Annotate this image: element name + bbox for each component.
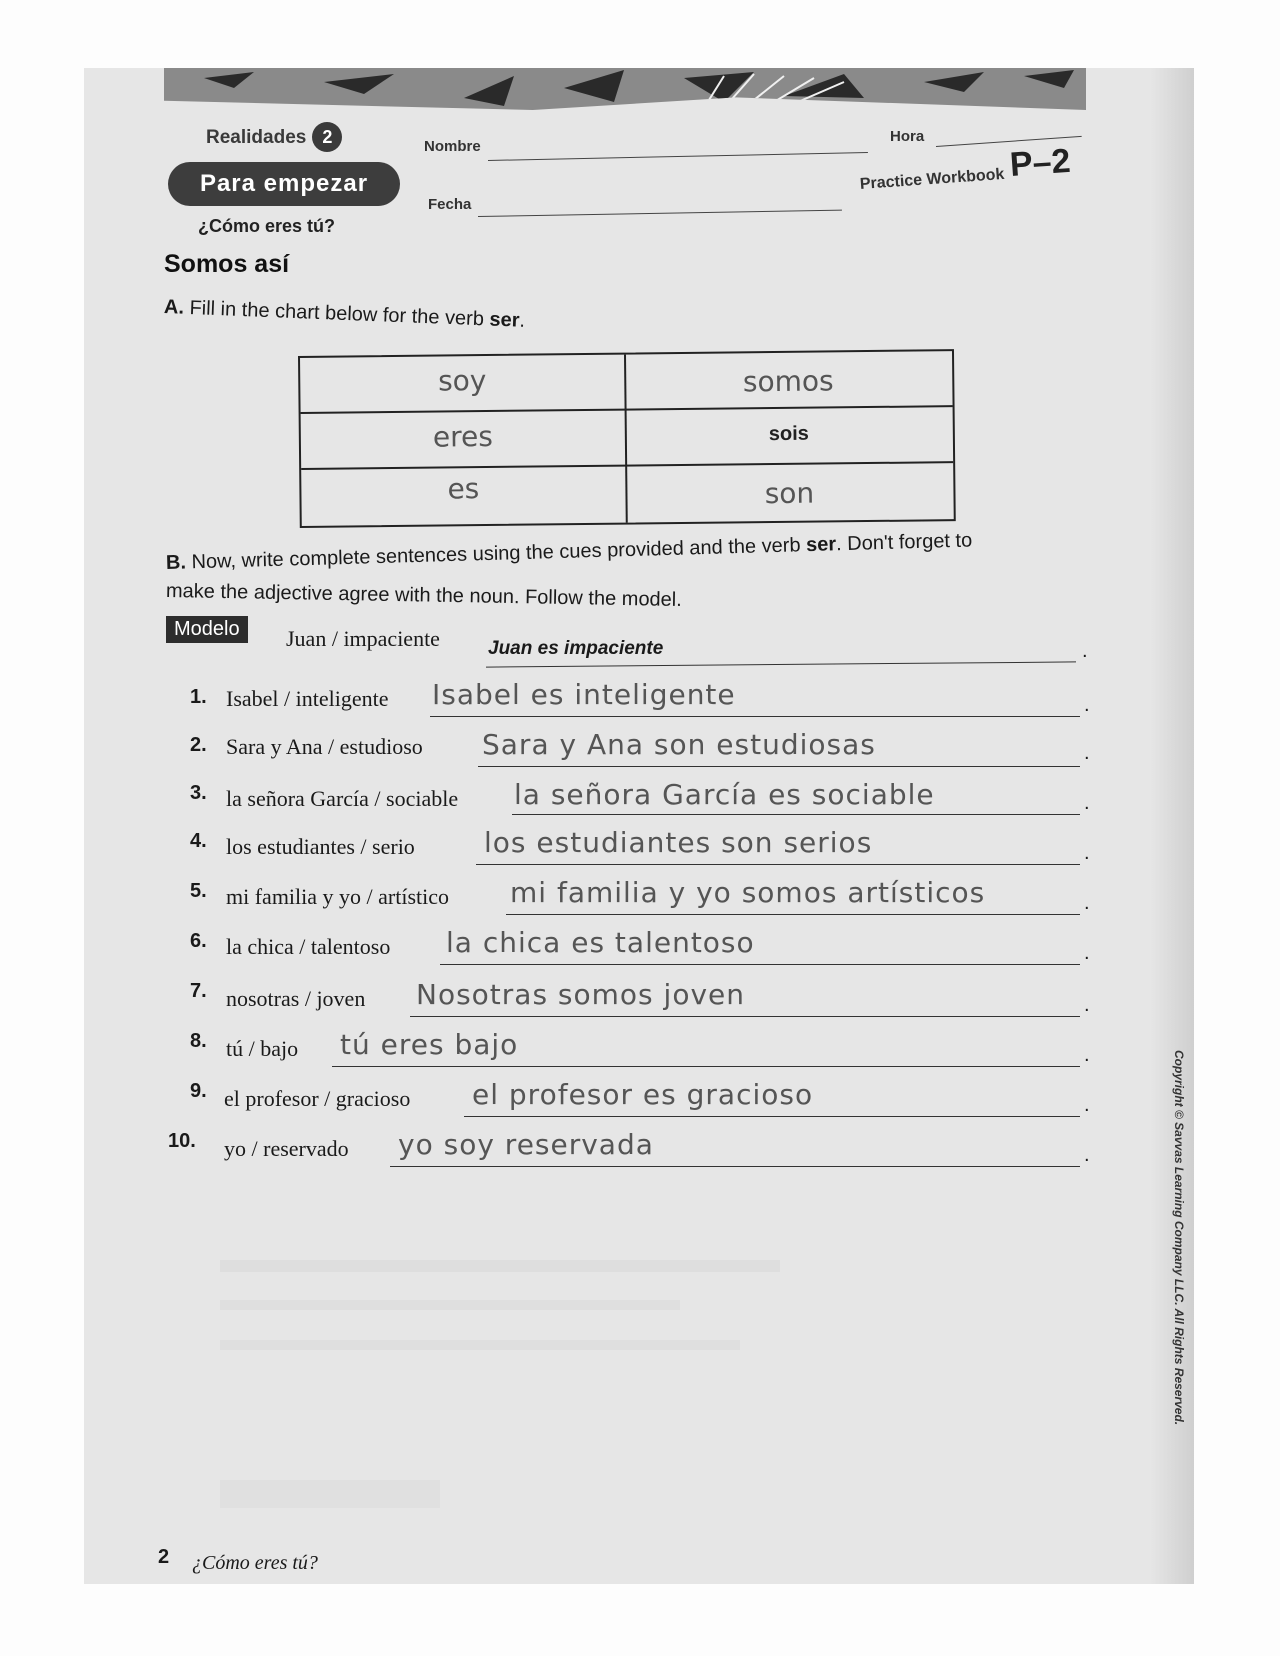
item-number: 9. [190,1080,207,1102]
part-a-text: Fill in the chart below for the verb [189,296,490,331]
item-answer: la señora García es sociable [514,778,935,811]
item-number: 2. [190,734,207,756]
line-end-period: . [1084,942,1090,964]
answer-line [440,964,1080,965]
model-cue: Juan / impaciente [286,626,440,651]
item-cue: la chica / talentoso [226,934,391,959]
line-end-period: . [1084,694,1090,716]
answer-line [476,864,1080,865]
answer-line [332,1066,1080,1067]
answer-line [478,766,1080,767]
chart-cell-el: es [447,472,480,506]
chart-cell-nosotros: somos [742,364,834,399]
line-end-period: . [1082,640,1088,662]
item-number: 6. [190,930,207,952]
answer-line [430,716,1080,717]
chapter-subtitle: ¿Cómo eres tú? [198,216,336,236]
chart-cell-vosotros: sois [768,422,809,446]
part-a-period: . [519,309,526,332]
chart-cell-tu: eres [432,419,493,454]
item-number: 4. [190,830,207,852]
item-number: 7. [190,980,207,1002]
item-answer: tú eres bajo [340,1028,519,1061]
part-a-letter: A. [163,296,185,319]
item-answer: los estudiantes son serios [484,826,873,859]
item-answer: Isabel es inteligente [432,678,736,711]
show-through-smudge [220,1300,680,1310]
line-end-period: . [1084,1044,1090,1066]
item-cue: tú / bajo [226,1036,299,1061]
part-b-text: Now, write complete sentences using the cues provided and the verb [191,534,807,574]
chart-cell-ellos: son [764,476,815,511]
item-answer: el profesor es gracioso [472,1078,814,1111]
item-cue: el profesor / gracioso [224,1086,411,1111]
decorative-banner [164,68,1086,110]
item-answer: mi familia y yo somos artísticos [510,876,986,909]
item-cue: la señora García / sociable [226,786,459,811]
item-number: 5. [190,880,207,902]
item-number: 3. [190,782,207,804]
line-end-period: . [1084,1094,1090,1116]
item-number: 10. [168,1130,196,1152]
item-cue: Sara y Ana / estudioso [226,734,423,759]
chart-cell-yo: soy [437,364,487,398]
part-b-instruction-line2: make the adjective agree with the noun. Follow the model. [165,580,682,612]
item-cue: nosotras / joven [226,986,366,1011]
show-through-smudge [220,1480,440,1508]
item-number: 1. [190,686,207,708]
item-cue: yo / reservado [224,1136,349,1161]
section-title: Somos así [164,250,290,278]
nombre-label: Nombre [424,138,481,155]
show-through-smudge [220,1340,740,1350]
series-name: Realidades [206,127,307,148]
series-label [206,122,342,152]
part-b-verb: ser [805,533,837,557]
footer-page-number: 2 [158,1546,170,1568]
line-end-period: . [1084,1144,1090,1166]
answer-line [506,914,1080,915]
line-end-period: . [1084,842,1090,864]
hora-label: Hora [890,128,925,145]
item-cue: Isabel / inteligente [226,686,389,711]
answer-line [464,1116,1080,1117]
line-end-period: . [1084,994,1090,1016]
page-code: P–2 [1008,141,1072,184]
answer-line [410,1016,1080,1017]
item-number: 8. [190,1030,207,1052]
item-answer: Nosotras somos joven [416,978,745,1011]
part-a-verb: ser [489,308,520,332]
fecha-label: Fecha [428,196,472,213]
practice-workbook-label: Practice Workbook [859,165,1005,193]
answer-line [512,814,1080,815]
item-cue: los estudiantes / serio [226,834,415,859]
footer-chapter: ¿Cómo eres tú? [192,1552,318,1574]
series-number-badge: 2 [312,122,342,152]
copyright-notice: Copyright © Savvas Learning Company LLC. All Rights Reserved. [1172,1050,1186,1426]
show-through-smudge [220,1260,780,1272]
line-end-period: . [1084,742,1090,764]
item-answer: la chica es talentoso [446,926,755,959]
section-pill: Para empezar [168,162,400,206]
item-answer: Sara y Ana son estudiosas [482,728,876,761]
line-end-period: . [1084,792,1090,814]
part-b-letter: B. [165,551,187,574]
model-answer: Juan es impaciente [488,638,664,659]
line-end-period: . [1084,892,1090,914]
answer-line [390,1166,1080,1167]
model-label: Modelo [166,616,248,643]
ser-conjugation-chart [298,349,956,528]
item-cue: mi familia y yo / artístico [226,884,450,909]
part-b-text-end: . Don't forget to [835,529,973,556]
item-answer: yo soy reservada [398,1128,654,1161]
